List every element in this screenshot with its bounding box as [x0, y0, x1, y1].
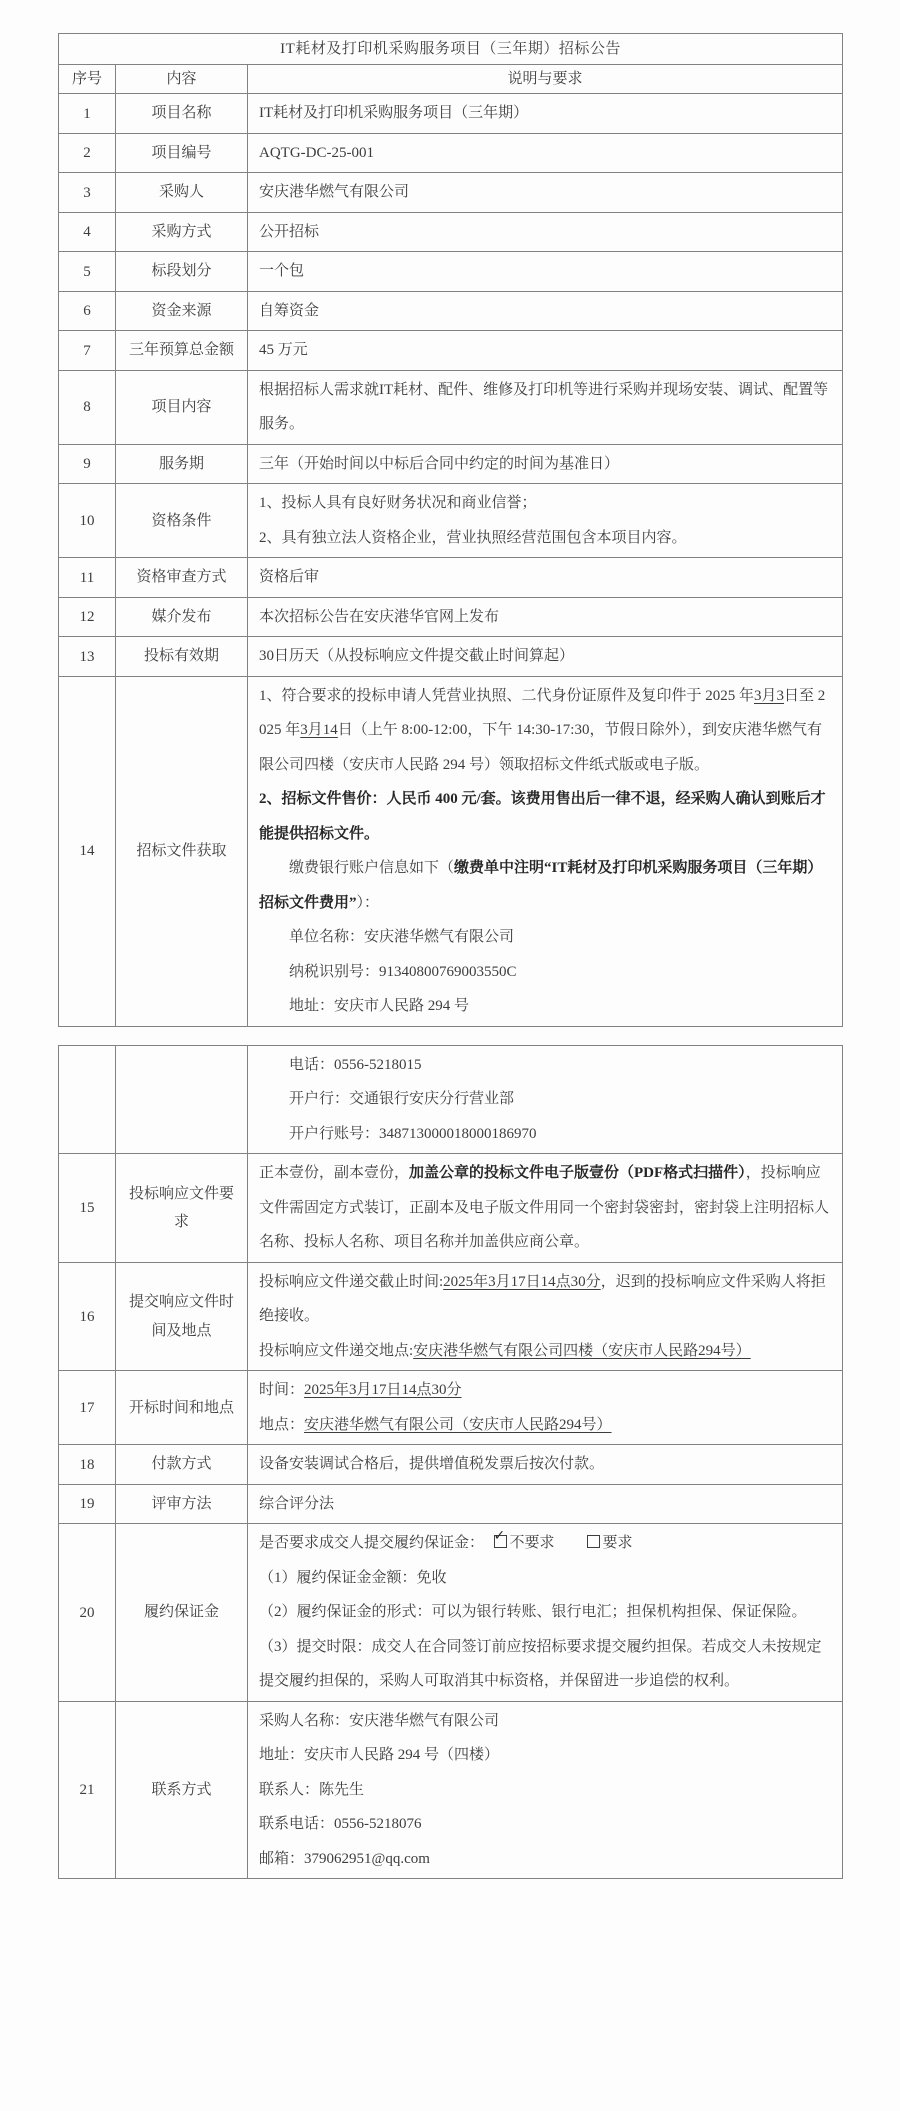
text-segment: 投标响应文件递交截止时间:: [259, 1273, 444, 1290]
row-label-cell: 联系方式: [116, 1701, 248, 1879]
row-content-cell: [248, 1371, 843, 1445]
content-line: [259, 96, 831, 131]
row-label-cell: 招标文件获取: [116, 676, 248, 1026]
content-line: [259, 1807, 831, 1842]
text-segment: 自筹资金: [259, 302, 320, 319]
row-label-cell: 投标有效期: [116, 637, 248, 677]
row-content-cell: [248, 1701, 843, 1879]
row-content-cell: [248, 558, 843, 598]
table-row: [59, 1445, 843, 1485]
row-number-cell: [59, 1045, 116, 1154]
text-segment: 联系电话：0556-5218076: [259, 1816, 422, 1833]
text-segment: 单位名称：安庆港华燃气有限公司: [289, 929, 515, 946]
content-line: [259, 851, 831, 920]
row-number-cell: 21: [59, 1701, 116, 1879]
text-segment: 2、招标文件售价：人民币 400 元/套。该费用售出后一律不退，经采购人确认到账后才能提供招标文件。: [259, 791, 826, 842]
text-segment: 地点：: [259, 1416, 305, 1433]
row-label-cell: 开标时间和地点: [116, 1371, 248, 1445]
content-line: [259, 447, 831, 482]
content-line: [259, 1373, 831, 1408]
row-label-cell: 项目内容: [116, 370, 248, 444]
announcement-table-part-1: [58, 33, 843, 1027]
row-label-cell: 项目名称: [116, 94, 248, 134]
table-row: [59, 291, 843, 331]
content-line: [259, 782, 831, 851]
document-title: IT耗材及打印机采购服务项目（三年期）招标公告: [59, 34, 843, 65]
row-content-cell: [248, 1445, 843, 1485]
text-segment: 时间：: [259, 1382, 305, 1399]
row-label-cell: 提交响应文件时间及地点: [116, 1262, 248, 1371]
text-segment: 缴费单中注明“IT耗材及打印机采购服务项目（三年期）招标文件费用”: [259, 860, 823, 911]
text-segment: 设备安装调试合格后，提供增值税发票后按次付款。: [259, 1456, 605, 1473]
table-row: [59, 1524, 843, 1702]
table-row: [59, 558, 843, 598]
content-line: [259, 1117, 831, 1152]
row-content-cell: [248, 212, 843, 252]
row-content-cell: [248, 597, 843, 637]
table-row: [59, 444, 843, 484]
table-row: [59, 484, 843, 558]
row-label-cell: 投标响应文件要求: [116, 1154, 248, 1263]
row-number-cell: 11: [59, 558, 116, 598]
text-segment: 本次招标公告在安庆港华官网上发布: [259, 608, 500, 625]
row-number-cell: 1: [59, 94, 116, 134]
text-segment: 日（上午 8:00-12:00，下午 14:30-17:30，节假日除外），到安庆港华燃气有限公司四楼（安庆市人民路 294 号）领取招标文件纸式版或电子版。: [259, 722, 822, 773]
row-number-cell: 6: [59, 291, 116, 331]
content-line: [259, 1773, 831, 1808]
title-row: [59, 34, 843, 65]
content-line: [259, 1487, 831, 1522]
row-label-cell: 三年预算总金额: [116, 331, 248, 371]
text-segment: 开户行：交通银行安庆分行营业部: [289, 1091, 515, 1108]
text-segment: 2025年3月17日14点30分: [304, 1382, 462, 1399]
row-content-cell: [248, 331, 843, 371]
content-line: [259, 1447, 831, 1482]
row-label-cell: 采购方式: [116, 212, 248, 252]
table-row: [59, 1045, 843, 1154]
table-row: [59, 173, 843, 213]
text-segment: [555, 1535, 585, 1551]
row-label-cell: 资格审查方式: [116, 558, 248, 598]
row-content-cell: [248, 444, 843, 484]
content-line: [259, 1334, 831, 1369]
table-row: [59, 1701, 843, 1879]
text-segment: 2、具有独立法人资格企业，营业执照经营范围包含本项目内容。: [259, 529, 687, 546]
text-segment: ）：: [356, 894, 380, 911]
text-segment: 1、符合要求的投标申请人凭营业执照、二代身份证原件及复印件于 2025 年: [259, 687, 755, 704]
row-content-cell: [248, 637, 843, 677]
row-label-cell: 媒介发布: [116, 597, 248, 637]
row-number-cell: 10: [59, 484, 116, 558]
row-number-cell: 8: [59, 370, 116, 444]
content-line: [259, 600, 831, 635]
text-segment: 缴费银行账户信息如下（: [289, 860, 455, 877]
checkbox-checked-icon: [494, 1535, 507, 1548]
row-number-cell: 12: [59, 597, 116, 637]
row-content-cell: [248, 291, 843, 331]
row-content-cell: [248, 370, 843, 444]
row-label-cell: 标段划分: [116, 252, 248, 292]
content-line: [259, 175, 831, 210]
text-segment: 45 万元: [259, 342, 308, 359]
row-content-cell: [248, 1045, 843, 1154]
announcement-table-part-2: [58, 1045, 843, 1880]
row-content-cell: [248, 1262, 843, 1371]
content-line: [259, 955, 831, 990]
row-label-cell: 项目编号: [116, 133, 248, 173]
text-segment: （1）履约保证金金额：免收: [259, 1569, 447, 1586]
row-number-cell: 20: [59, 1524, 116, 1702]
text-segment: 纳税识别号：91340800769003550C: [289, 963, 517, 980]
content-line: [259, 1156, 831, 1260]
row-number-cell: 18: [59, 1445, 116, 1485]
text-segment: ，投标响应文件需固定方式装订，正副本及电子版文件用同一个密封袋密封，密封袋上注明招标人名称、投标人名称、项目名称并加盖供应商公章。: [259, 1165, 830, 1251]
content-line: [259, 989, 831, 1024]
row-label-cell: 服务期: [116, 444, 248, 484]
table-row: [59, 252, 843, 292]
row-label-cell: 付款方式: [116, 1445, 248, 1485]
content-line: [259, 333, 831, 368]
text-segment: ，迟到的投标响应文件采购人将拒绝接收。: [259, 1273, 826, 1325]
table-row: [59, 212, 843, 252]
text-segment: 正本壹份，副本壹份，: [259, 1165, 410, 1182]
text-segment: 2025年3月17日14点30分: [443, 1273, 601, 1290]
row-content-cell: [248, 133, 843, 173]
content-line: [259, 1561, 831, 1596]
table-row: [59, 1154, 843, 1263]
text-segment: AQTG-DC-25-001: [259, 144, 374, 161]
row-number-cell: 7: [59, 331, 116, 371]
row-number-cell: 14: [59, 676, 116, 1026]
table-row: [59, 1371, 843, 1445]
text-segment: 地址：安庆市人民路 294 号: [289, 998, 470, 1015]
row-content-cell: [248, 1154, 843, 1263]
row-number-cell: 13: [59, 637, 116, 677]
table-row: [59, 1262, 843, 1371]
content-line: [259, 254, 831, 289]
row-content-cell: [248, 252, 843, 292]
header-row: [59, 65, 843, 94]
row-label-cell: 资金来源: [116, 291, 248, 331]
text-segment: 3月14: [300, 722, 338, 739]
content-line: [259, 1842, 831, 1877]
text-segment: 投标响应文件递交地点:: [259, 1342, 414, 1359]
text-segment: 采购人名称：安庆港华燃气有限公司: [259, 1712, 500, 1729]
table-row: [59, 1484, 843, 1524]
row-number-cell: 15: [59, 1154, 116, 1263]
text-segment: 是否要求成交人提交履约保证金：: [259, 1535, 492, 1552]
text-segment: 联系人：陈先生: [259, 1781, 365, 1798]
text-segment: 根据招标人需求就IT耗材、配件、维修及打印机等进行采购并现场安装、调试、配置等服务。: [259, 381, 829, 433]
text-segment: 安庆港华燃气有限公司四楼（安庆市人民路294号）: [413, 1342, 751, 1359]
content-line: [259, 1082, 831, 1117]
text-segment: 安庆港华燃气有限公司: [259, 184, 410, 201]
text-segment: 一个包: [259, 263, 305, 280]
content-line: [259, 215, 831, 250]
text-segment: 三年（开始时间以中标后合同中约定的时间为基准日）: [259, 455, 620, 472]
table-row: [59, 370, 843, 444]
column-header-0: 序号: [59, 65, 116, 94]
column-header-1: 内容: [116, 65, 248, 94]
content-line: [259, 560, 831, 595]
table-row: [59, 637, 843, 677]
row-number-cell: 9: [59, 444, 116, 484]
row-label-cell: 资格条件: [116, 484, 248, 558]
table-row: [59, 94, 843, 134]
text-segment: IT耗材及打印机采购服务项目（三年期）: [259, 105, 529, 122]
text-segment: 安庆港华燃气有限公司（安庆市人民路294号）: [304, 1416, 612, 1433]
text-segment: 30日历天（从投标响应文件提交截止时间算起）: [259, 648, 575, 665]
row-number-cell: 19: [59, 1484, 116, 1524]
content-line: [259, 1595, 831, 1630]
text-segment: 1、投标人具有良好财务状况和商业信誉；: [259, 495, 537, 512]
content-line: [259, 639, 831, 674]
row-number-cell: 2: [59, 133, 116, 173]
content-line: [259, 136, 831, 171]
text-segment: 邮箱：379062951@qq.com: [259, 1850, 430, 1867]
content-line: [259, 521, 831, 556]
row-number-cell: 5: [59, 252, 116, 292]
text-segment: 开户行账号：348713000018000186970: [289, 1125, 537, 1142]
row-label-cell: [116, 1045, 248, 1154]
row-content-cell: [248, 676, 843, 1026]
row-number-cell: 16: [59, 1262, 116, 1371]
text-segment: 公开招标: [259, 223, 320, 240]
row-content-cell: [248, 484, 843, 558]
table-row: [59, 597, 843, 637]
row-content-cell: [248, 173, 843, 213]
text-segment: 要求: [602, 1535, 633, 1552]
row-label-cell: 履约保证金: [116, 1524, 248, 1702]
content-line: [259, 1738, 831, 1773]
table-row: [59, 133, 843, 173]
text-segment: 加盖公章的投标文件电子版壹份（PDF格式扫描件）: [409, 1165, 746, 1182]
row-label-cell: 采购人: [116, 173, 248, 213]
row-content-cell: [248, 1484, 843, 1524]
text-segment: 不要求: [509, 1535, 555, 1552]
row-content-cell: [248, 94, 843, 134]
content-line: [259, 679, 831, 783]
content-line: [259, 1265, 831, 1334]
content-line: [259, 920, 831, 955]
row-number-cell: 17: [59, 1371, 116, 1445]
text-segment: （3）提交时限：成交人在合同签订前应按招标要求提交履约担保。若成交人未按规定提交履约担保的，采购人可取消其中标资格，并保留进一步追偿的权利。: [259, 1638, 822, 1690]
text-segment: 3月3: [754, 687, 785, 704]
text-segment: 地址：安庆市人民路 294 号（四楼）: [259, 1747, 500, 1764]
content-line: [259, 1704, 831, 1739]
content-line: [259, 1526, 831, 1561]
table-row: [59, 676, 843, 1026]
content-line: [259, 294, 831, 329]
row-content-cell: [248, 1524, 843, 1702]
content-line: [259, 373, 831, 442]
checkbox-unchecked-icon: [587, 1535, 600, 1548]
content-line: [259, 486, 831, 521]
column-header-2: 说明与要求: [248, 65, 843, 94]
text-segment: （2）履约保证金的形式：可以为银行转账、银行电汇；担保机构担保、保证保险。: [259, 1604, 807, 1621]
text-segment: 日至 2025 年: [259, 687, 826, 739]
text-segment: 电话：0556-5218015: [289, 1056, 422, 1073]
row-number-cell: 3: [59, 173, 116, 213]
content-line: [259, 1408, 831, 1443]
text-segment: 综合评分法: [259, 1495, 335, 1512]
content-line: [259, 1630, 831, 1699]
row-label-cell: 评审方法: [116, 1484, 248, 1524]
table-row: [59, 331, 843, 371]
row-number-cell: 4: [59, 212, 116, 252]
content-line: [259, 1048, 831, 1083]
text-segment: 资格后审: [259, 569, 320, 586]
